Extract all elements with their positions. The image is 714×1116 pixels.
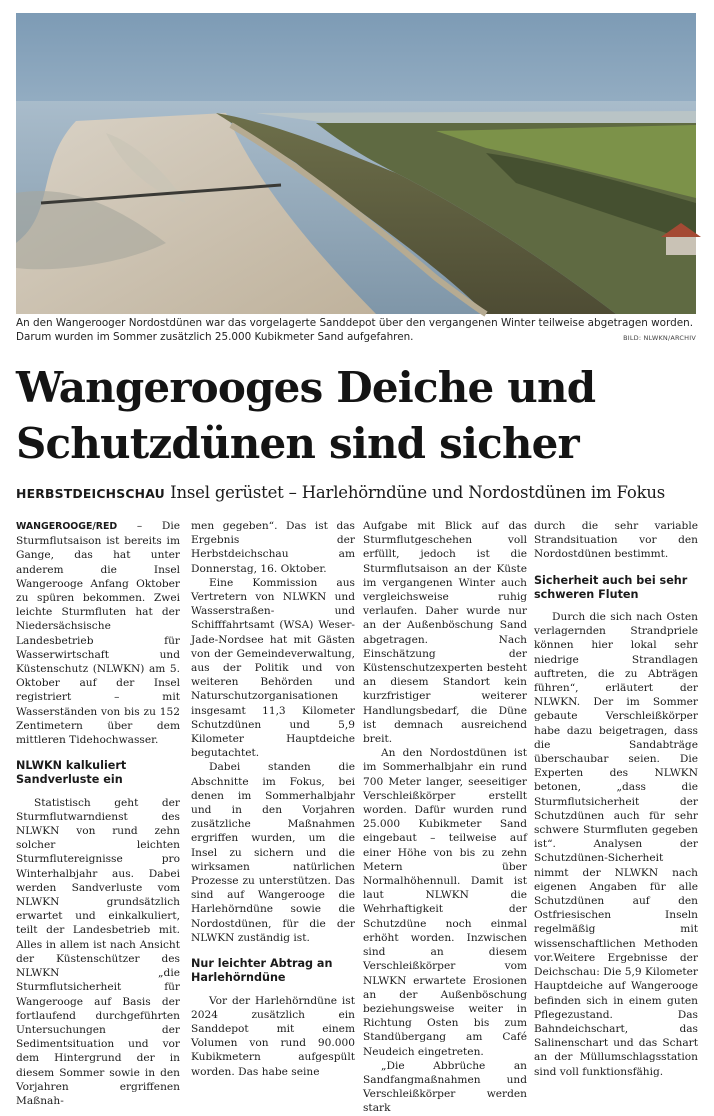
article-paragraph: An den Nordostdünen ist im Sommerhalbjahr ein rund 700 Meter langer, seeseitiger Verschleißkörper erstellt worden. Dafür wurden rund 25.000 Kubikmeter Sand eingebaut – teilweise auf einer Höhe von bis zu zehn Metern über Normalhöhennull. Damit ist laut NLWKN die Wehrhaftigkeit der Schutzdüne noch einmal erhöht worden. Inzwischen sind an diesem Verschleißkörper vom NLWKN erwartete Erosionen an der Außenböschung beziehungsweise weiter in Richtung Osten bis zum Standübergang am Café Neudeich eingetreten. (363, 747, 527, 1058)
article-paragraph: „Die Abbrüche an Sandfangmaßnahmen und Verschleißkörper werden stark (363, 1059, 527, 1115)
photo-caption: An den Wangerooger Nordostdünen war das vorgelagerte Sanddepot über den vergangenen Winter teilweise abgetragen worden. Darum wurden im Sommer zusätzlich 25.000 Kubikmeter Sand aufgefahren. (16, 317, 694, 344)
article-paragraph: Dabei standen die Abschnitte im Fokus, bei denen im Sommerhalbjahr und in den Vorjahren zusätzliche Maßnahmen ergriffen wurden, um die Insel zu sichern und die wirksamen natürlichen Prozesse zu unterstützen. Das sind auf Wangerooge die Harlehörndüne sowie die Nordostdünen, für die der NLWKN zuständig ist. (191, 761, 355, 944)
article-paragraph: Aufgabe mit Blick auf das Sturmflutgeschehen voll erfüllt, jedoch ist die Sturmflutsaison an der Küste im vergangenen Winter auch vergleichsweise ruhig verlaufen. Daher wurde nur an der Außenböschung Sand abgetragen. Nach Einschätzung der Küstenschutzexperten besteht an diesem Standort kein kurzfristiger weiterer Handlungsbedarf, die Düne ist demnach ausreichend breit. (363, 520, 527, 746)
article-column-1 (16, 519, 180, 1108)
subheading: Sicherheit auch bei sehr schweren Fluten (534, 573, 688, 601)
photo-credit: BILD: NLWKN/ARCHIV (623, 334, 696, 342)
headline: Wangerooges Deiche und Schutzdünen sind sicher (16, 363, 596, 468)
article-column-4 (534, 519, 698, 1079)
article-paragraph: Vor der Harlehörndüne ist 2024 zusätzlich ein Sanddepot mit einem Volumen von rund 90.000 Kubikmetern aufgespült worden. Das habe seine (191, 994, 355, 1078)
paragraph-text: – Die Sturmflutsaison ist bereits im Gange, das hat unter anderem die Insel Wangerooge Anfang Oktober zu spüren bekommen. Zwei leichte Sturmfluten hat der Niedersächsische Landesbetrieb für Wasserwirtschaft und Küstenschutz (NLWKN) am 5. Oktober auf der Insel registriert – mit Wasserständen von bis zu 152 Zentimetern über dem mittleren Tidehochwasser. (16, 520, 180, 747)
article-column-2 (191, 519, 355, 1079)
subline (16, 482, 706, 505)
article-paragraph: Statistisch geht der Sturmflutwarndienst des NLWKN von rund zehn solcher leichten Sturmflutereignisse pro Winterhalbjahr aus. Dabei werden Sandverluste vom NLWKN grundsätzlich erwartet und einkalkuliert, teilt der Landesbetrieb mit. Alles in allem ist nach Ansicht der Küstenschützer des NLWKN „die Sturmflutsicherheit für Wangerooge auf Basis der fortlaufend durchgeführten Untersuchungen der Sedimentsituation und vor dem Hintergrund der in diesem Sommer sowie in den Vorjahren ergriffenen Maßnah- (16, 796, 180, 1107)
article-column-3 (363, 519, 527, 1116)
aerial-photo (16, 13, 696, 314)
kicker: HERBSTDEICHSCHAU (16, 486, 165, 501)
article-paragraph: Eine Kommission aus Vertretern von NLWKN und Wasserstraßen- und Schifffahrtsamt (WSA) Weser-Jade-Nordsee hat mit Gästen von der Gemeindeverwaltung, aus der Politik und von weiteren Behörden und Naturschutzorganisationen insgesamt 11,3 Kilometer Schutzdünen und 5,9 Kilometer Hauptdeiche begutachtet. (191, 576, 355, 760)
article-paragraph: durch die sehr variable Strandsituation vor den Nordostdünen bestimmt. (534, 520, 698, 561)
subheading: Nur leichter Abtrag an Harlehörndüne (191, 957, 333, 985)
dateline: WANGEROOGE/RED (16, 521, 118, 532)
subheading: NLWKN kalkuliert Sandverluste ein (16, 759, 127, 787)
photo-illustration (16, 13, 696, 314)
article-paragraph (16, 519, 180, 747)
deck: Insel gerüstet – Harlehörndüne und Nordostdünen im Fokus (170, 483, 666, 502)
article-paragraph: Durch die sich nach Osten verlagernden Strandpriele können hier lokal sehr niedrige Strandlagen auftreten, die zu Abträgen führen“, erläutert der NLWKN. Der im Sommer gebaute Verschleißkörper habe dazu beigetragen, dass die Sandabträge überschaubar seien. Die Experten des NLWKN betonen, „dass die Sturmflutsicherheit der Schutzdünen auch für sehr schwere Sturmfluten gegeben ist“. Analysen der Schutzdünen-Sicherheit nimmt der NLWKN nach eigenen Angaben für alle Schutzdünen auf den Ostfriesischen Inseln regelmäßig mit wissenschaftlichen Methoden vor.Weitere Ergebnisse der Deichschau: Die 5,9 Kilometer Hauptdeiche auf Wangerooge befinden sich in einem guten Pflegezustand. Das Bahndeichschart, das Salinenschart und das Schart an der Müllumschlagsstation sind voll funktionsfähig. (534, 611, 698, 1078)
article-paragraph: men gegeben“. Das ist das Ergebnis der Herbstdeichschau am Donnerstag, 16. Oktober. (191, 520, 355, 575)
